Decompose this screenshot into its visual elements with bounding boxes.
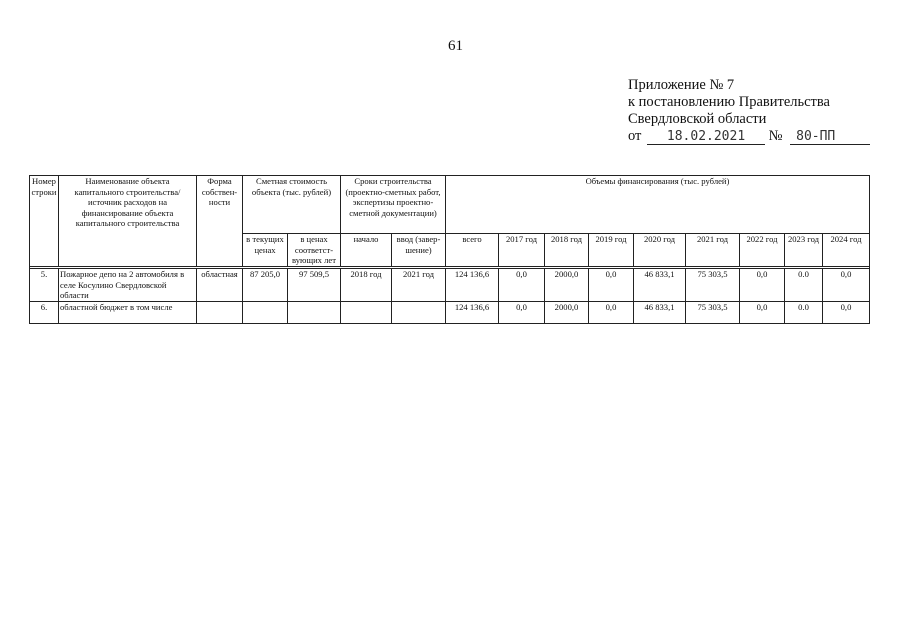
header-total: всего bbox=[446, 234, 499, 267]
total-cell: 124 136,6 bbox=[446, 269, 499, 302]
term-start-cell: 2018 год bbox=[341, 269, 392, 302]
header-cost-current: в текущих ценах bbox=[243, 234, 288, 267]
row-number-cell: 5. bbox=[30, 269, 59, 302]
year-value-cell: 0,0 bbox=[589, 269, 634, 302]
from-label: от bbox=[628, 128, 642, 144]
cost-years-cell bbox=[288, 301, 341, 323]
header-year: 2023 год bbox=[785, 234, 823, 267]
total-cell: 124 136,6 bbox=[446, 301, 499, 323]
year-value-cell: 46 833,1 bbox=[634, 301, 686, 323]
year-value-cell: 0,0 bbox=[740, 301, 785, 323]
page-number: 61 bbox=[448, 38, 463, 54]
header-ownership: Форма собствен- ности bbox=[197, 176, 243, 267]
appendix-title: Приложение № 7 bbox=[628, 77, 735, 93]
financing-table bbox=[29, 175, 870, 324]
year-value-cell: 75 303,5 bbox=[686, 301, 740, 323]
year-value-cell: 0.0 bbox=[785, 301, 823, 323]
year-value-cell: 2000,0 bbox=[545, 301, 589, 323]
row-number-cell: 6. bbox=[30, 301, 59, 323]
object-name-cell: Пожарное депо на 2 автомобиля в селе Косулино Свердловской области bbox=[59, 269, 197, 302]
year-value-cell: 46 833,1 bbox=[634, 269, 686, 302]
appendix-resolution: к постановлению Правительства bbox=[628, 94, 830, 110]
term-start-cell bbox=[341, 301, 392, 323]
resolution-number: 80-ПП bbox=[790, 130, 870, 145]
term-end-cell: 2021 год bbox=[392, 269, 446, 302]
year-value-cell: 0,0 bbox=[499, 269, 545, 302]
table-row bbox=[30, 301, 870, 323]
header-year: 2018 год bbox=[545, 234, 589, 267]
table-row bbox=[30, 269, 870, 302]
appendix-date-number bbox=[628, 128, 870, 145]
year-value-cell: 0.0 bbox=[785, 269, 823, 302]
year-value-cell: 0,0 bbox=[823, 269, 870, 302]
appendix-region: Свердловской области bbox=[628, 111, 767, 127]
year-value-cell: 0,0 bbox=[499, 301, 545, 323]
header-row-number: Номер строки bbox=[30, 176, 59, 267]
number-label: № bbox=[768, 128, 783, 144]
term-end-cell bbox=[392, 301, 446, 323]
ownership-cell: областная bbox=[197, 269, 243, 302]
cost-current-cell: 87 205,0 bbox=[243, 269, 288, 302]
header-object-name: Наименование объекта капитального строительства/ источник расходов на финансирование объекта капитального строительства bbox=[59, 176, 197, 267]
resolution-date: 18.02.2021 bbox=[647, 130, 765, 145]
appendix-heading bbox=[628, 77, 870, 145]
header-year: 2021 год bbox=[686, 234, 740, 267]
object-name-cell: областной бюджет в том числе bbox=[59, 301, 197, 323]
header-estimated-cost: Сметная стоимость объекта (тыс. рублей) bbox=[243, 176, 341, 234]
year-value-cell: 0,0 bbox=[823, 301, 870, 323]
year-value-cell: 0,0 bbox=[740, 269, 785, 302]
header-row-main bbox=[30, 176, 870, 234]
year-value-cell: 2000,0 bbox=[545, 269, 589, 302]
cost-years-cell: 97 509,5 bbox=[288, 269, 341, 302]
header-year: 2022 год bbox=[740, 234, 785, 267]
year-value-cell: 75 303,5 bbox=[686, 269, 740, 302]
header-construction-terms: Сроки строительства (проектно-сметных работ, экспертизы проектно-сметной документации) bbox=[341, 176, 446, 234]
header-year: 2024 год bbox=[823, 234, 870, 267]
ownership-cell bbox=[197, 301, 243, 323]
header-year: 2017 год bbox=[499, 234, 545, 267]
header-term-end: ввод (завер- шение) bbox=[392, 234, 446, 267]
year-value-cell: 0,0 bbox=[589, 301, 634, 323]
header-financing: Объемы финансирования (тыс. рублей) bbox=[446, 176, 870, 234]
header-cost-years: в ценах соответст- вующих лет bbox=[288, 234, 341, 267]
header-term-start: начало bbox=[341, 234, 392, 267]
header-year: 2019 год bbox=[589, 234, 634, 267]
cost-current-cell bbox=[243, 301, 288, 323]
header-year: 2020 год bbox=[634, 234, 686, 267]
